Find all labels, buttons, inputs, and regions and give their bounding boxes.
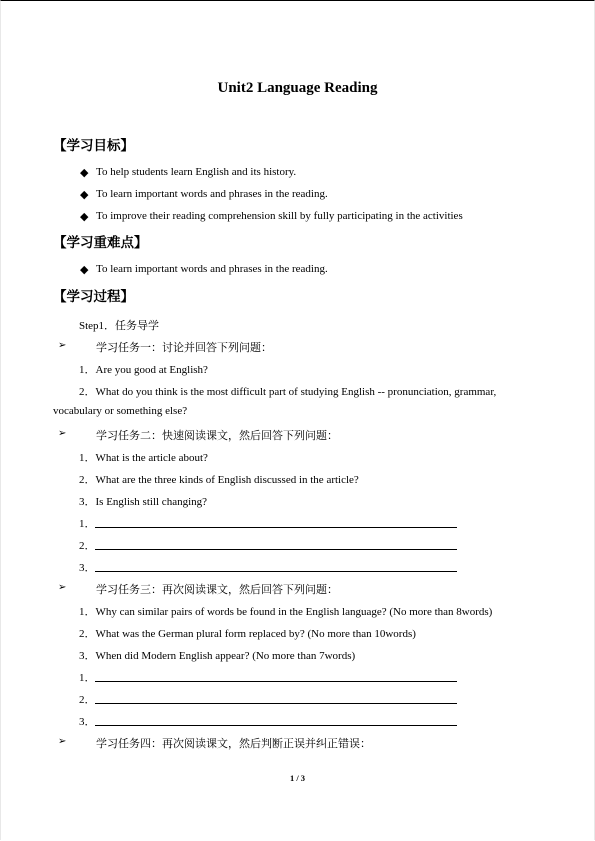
- task3-question: 1．Why can similar pairs of words be found in the English language? (No more than 8words): [79, 606, 493, 618]
- task3-question: 2．What was the German plural form replaced by? (No more than 10words): [79, 628, 416, 640]
- objective-item: To learn important words and phrases in the reading.: [96, 188, 328, 200]
- task2-answer-number: 3．: [79, 562, 96, 574]
- task3-answer-blank[interactable]: [95, 703, 457, 704]
- task2-question: 2．What are the three kinds of English discussed in the article?: [79, 474, 359, 486]
- task3-answer-number: 1．: [79, 672, 96, 684]
- arrow-icon: ➢: [58, 736, 67, 747]
- bullet-icon: ◆: [80, 264, 89, 276]
- task2-question: 3．Is English still changing?: [79, 496, 208, 508]
- task1-question: 2．What do you think is the most difficult part of studying English -- pronunciation, grammar,: [79, 386, 497, 398]
- task1-label: 学习任务一：讨论并回答下列问题：: [96, 342, 272, 354]
- task3-answer-blank[interactable]: [95, 681, 457, 682]
- task2-label: 学习任务二：快速阅读课文，然后回答下列问题：: [96, 430, 338, 442]
- task2-answer-blank[interactable]: [95, 549, 457, 550]
- task2-answer-number: 2．: [79, 540, 96, 552]
- task2-answer-blank[interactable]: [95, 527, 457, 528]
- step1-label: Step1．任务导学: [79, 320, 160, 332]
- bullet-icon: ◆: [80, 167, 89, 179]
- task3-answer-number: 2．: [79, 694, 96, 706]
- objectives-heading: 【学习目标】: [53, 138, 134, 154]
- bullet-icon: ◆: [80, 211, 89, 223]
- objective-item: To help students learn English and its history.: [96, 166, 297, 178]
- page-number: 1 / 3: [289, 773, 306, 783]
- key-point-item: To learn important words and phrases in the reading.: [96, 263, 328, 275]
- objective-item: To improve their reading comprehension skill by fully participating in the activities: [96, 210, 463, 222]
- task4-label: 学习任务四：再次阅读课文，然后判断正误并纠正错误：: [96, 738, 371, 750]
- task3-question: 3．When did Modern English appear? (No more than 7words): [79, 650, 356, 662]
- arrow-icon: ➢: [58, 340, 67, 351]
- task1-question: 1．Are you good at English?: [79, 364, 208, 376]
- task1-question-continued: vocabulary or something else?: [53, 405, 188, 417]
- key-points-heading: 【学习重难点】: [53, 235, 148, 251]
- task3-answer-blank[interactable]: [95, 725, 457, 726]
- task2-answer-blank[interactable]: [95, 571, 457, 572]
- task2-question: 1．What is the article about?: [79, 452, 208, 464]
- task3-answer-number: 3．: [79, 716, 96, 728]
- arrow-icon: ➢: [58, 428, 67, 439]
- page-title: Unit2 Language Reading: [217, 80, 378, 96]
- task2-answer-number: 1．: [79, 518, 96, 530]
- task3-label: 学习任务三：再次阅读课文，然后回答下列问题：: [96, 584, 338, 596]
- process-heading: 【学习过程】: [53, 289, 134, 305]
- arrow-icon: ➢: [58, 582, 67, 593]
- bullet-icon: ◆: [80, 189, 89, 201]
